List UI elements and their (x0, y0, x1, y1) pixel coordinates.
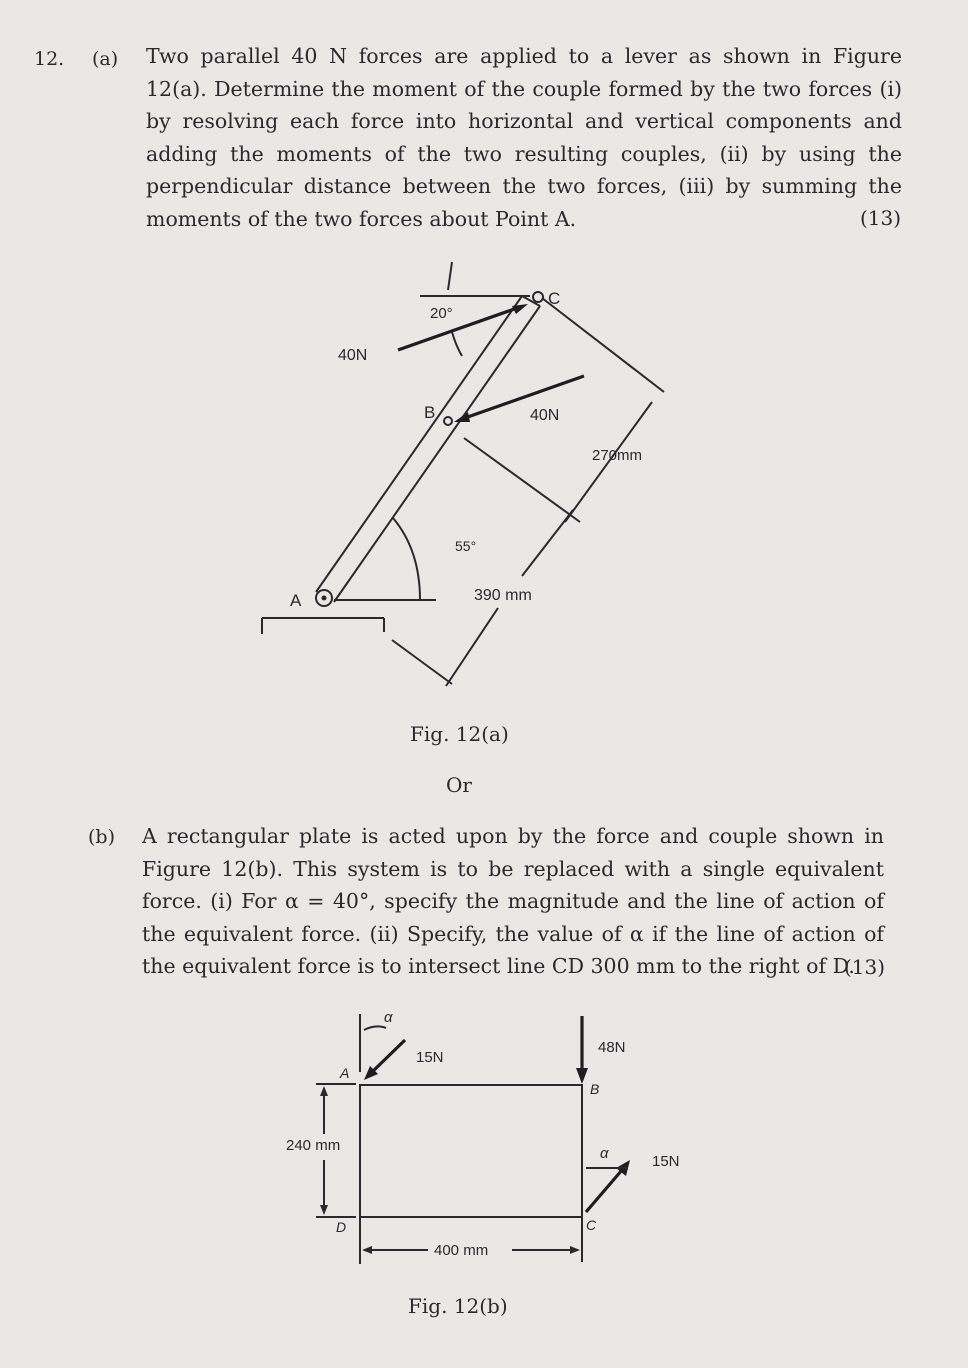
label-point-a: A (340, 1065, 350, 1081)
label-point-c: C (548, 289, 561, 308)
part-b-marks: (13) (844, 955, 886, 979)
label-alpha-right: α (600, 1145, 609, 1162)
dim-240-arrow-top (320, 1086, 328, 1096)
rectangular-plate (360, 1085, 582, 1217)
part-a-text: Two parallel 40 N forces are applied to a lever as shown in Figure 12(a). Determine the moment of the couple formed by the two forces (i) by resolving each force into horizontal and vertical components and adding the moments of the two resulting couples, (ii) by using the perpendicular distance between the two forces, (iii) by summing the moments of the two forces about Point A. (146, 44, 902, 231)
label-force-upper: 40N (338, 347, 368, 364)
label-point-b: B (424, 403, 436, 422)
label-point-a: A (290, 591, 302, 610)
part-b-label: (b) (88, 826, 115, 848)
force-a-line (370, 1040, 405, 1074)
label-point-b: B (590, 1081, 600, 1097)
label-dim-400: 400 mm (434, 1242, 489, 1259)
label-point-c: C (586, 1217, 597, 1233)
part-b-text: A rectangular plate is acted upon by the force and couple shown in Figure 12(b). This system is to be replaced with a single equivalent force. (i) For α = 40°, specify the magnitude and the line of action of the equivalent force. (ii) Specify, the value of α if the line of action of the equivalent force is to intersect line CD 300 mm to the right of D. (142, 824, 884, 978)
dim-400-arrow-right (570, 1246, 580, 1254)
label-dim-390: 390 mm (474, 587, 532, 604)
label-point-d: D (336, 1219, 347, 1235)
part-a-label: (a) (92, 48, 119, 70)
label-angle-55: 55° (455, 538, 477, 554)
alpha-arc-top (364, 1026, 386, 1030)
label-force-a: 15N (416, 1049, 444, 1066)
force-b-arrowhead (576, 1068, 588, 1084)
part-a-marks: (13) (860, 206, 902, 230)
figure-12a-caption: Fig. 12(a) (410, 722, 509, 746)
label-alpha-top: α (384, 1009, 393, 1026)
label-dim-270: 270mm (592, 447, 643, 464)
question-number: 12. (34, 48, 65, 70)
dim-400-arrow-left (362, 1246, 372, 1254)
dim-240-arrow-bottom (320, 1205, 328, 1215)
label-angle-20: 20° (430, 305, 453, 322)
label-force-c: 15N (652, 1153, 680, 1170)
force-c-line (586, 1170, 622, 1212)
label-force-lower: 40N (530, 407, 560, 424)
label-force-b: 48N (598, 1039, 626, 1056)
label-dim-240: 240 mm (286, 1137, 341, 1154)
or-separator: Or (446, 773, 472, 797)
figure-12b-caption: Fig. 12(b) (408, 1294, 508, 1318)
